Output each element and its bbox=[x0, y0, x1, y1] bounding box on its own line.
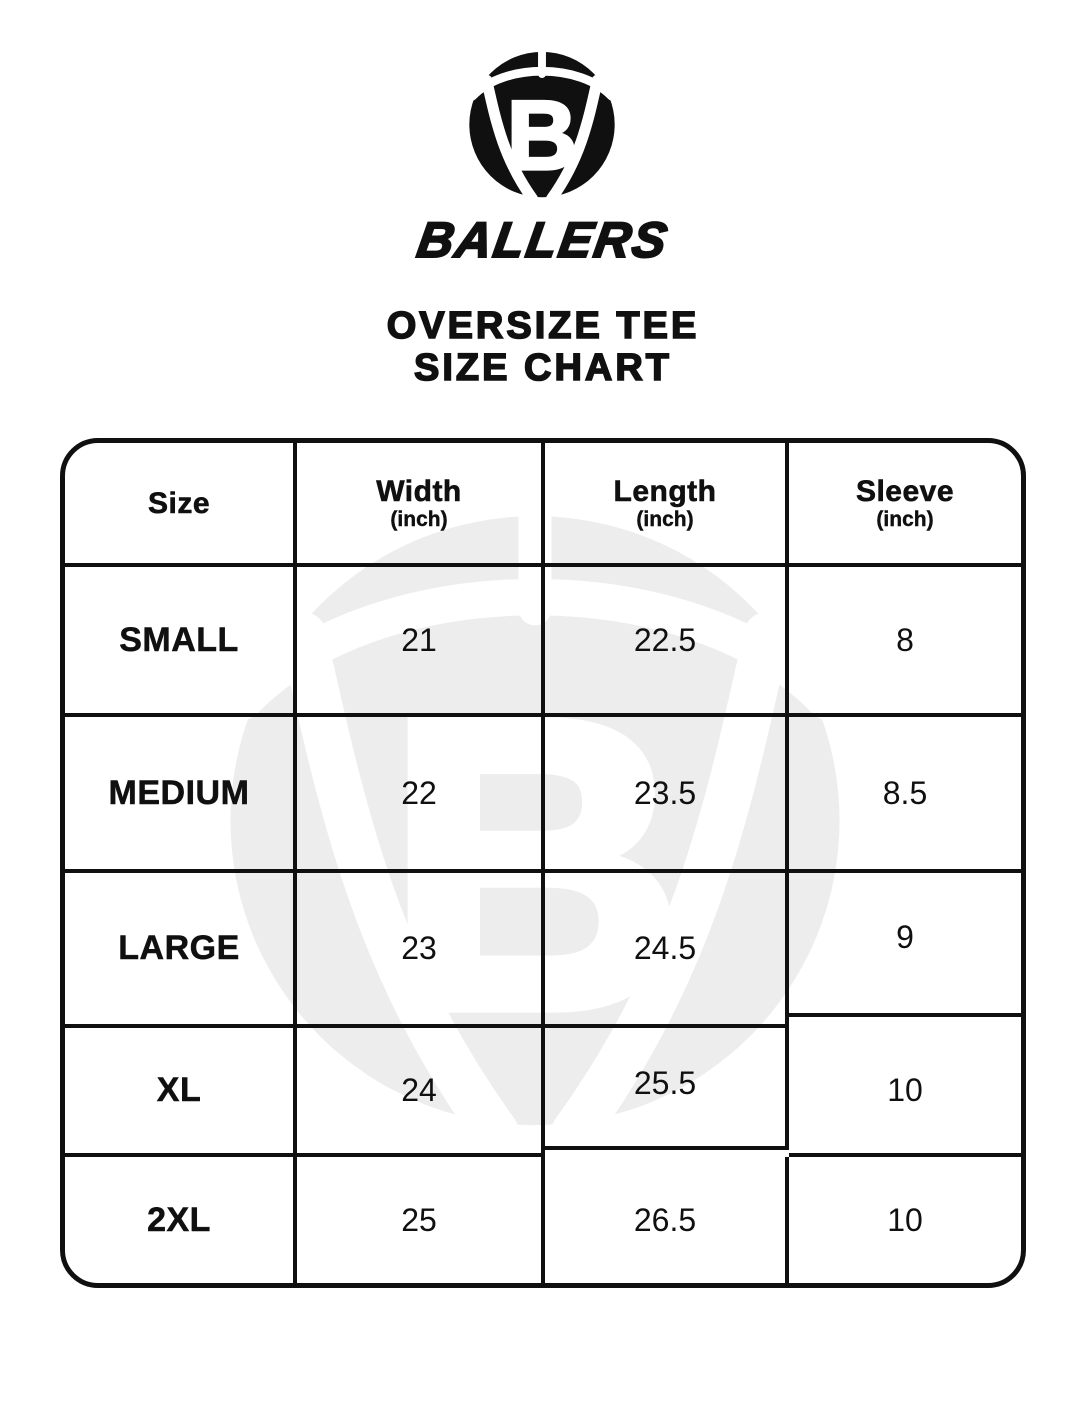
sleeve-cell-2xl: 10 bbox=[887, 1201, 923, 1238]
length-cell-medium: 23.5 bbox=[545, 717, 789, 873]
sleeve-cell-small: 8 bbox=[789, 567, 1021, 717]
width-cell-xl: 24 bbox=[297, 1028, 545, 1157]
column-header-label: Size bbox=[147, 486, 211, 520]
title-line2: SIZE CHART bbox=[414, 347, 672, 389]
size-cell-medium: MEDIUM bbox=[65, 717, 297, 873]
column-header-label: Sleeve bbox=[855, 474, 955, 508]
width-cell-2xl: 25 bbox=[297, 1157, 545, 1283]
width-cell-large: 23 bbox=[297, 873, 545, 1028]
length-cell-large: 24.5 bbox=[545, 873, 789, 1028]
size-cell-large: LARGE bbox=[65, 873, 297, 1028]
sleeve-cell-xl: 10 bbox=[789, 1028, 1021, 1157]
column-header-unit: (inch) bbox=[636, 507, 694, 531]
sleeve-cell-large: 9 bbox=[789, 862, 1021, 1017]
page-title bbox=[0, 305, 1086, 389]
header-cell-size bbox=[65, 443, 297, 567]
header-cell-width bbox=[297, 443, 545, 567]
size-cell-xl: XL bbox=[65, 1028, 297, 1157]
header-cell-length bbox=[545, 443, 789, 567]
column-header-label: Length bbox=[613, 474, 717, 508]
size-cell-2xl: 2XL bbox=[65, 1157, 297, 1283]
brand-name: BALLERS bbox=[413, 212, 673, 268]
column-header-label: Width bbox=[376, 474, 462, 508]
sleeve-cell-medium: 8.5 bbox=[789, 717, 1021, 873]
header-cell-sleeve bbox=[789, 443, 1021, 567]
length-cell-xl: 25.5 bbox=[545, 1021, 789, 1150]
column-header-unit: (inch) bbox=[876, 507, 934, 531]
size-chart-table bbox=[60, 438, 1026, 1288]
brand-wordmark bbox=[0, 211, 1086, 269]
length-cell-small: 22.5 bbox=[545, 567, 789, 717]
basketball-b-icon bbox=[463, 44, 621, 202]
width-cell-medium: 22 bbox=[297, 717, 545, 873]
length-cell-2xl: 26.5 bbox=[545, 1157, 789, 1283]
title-line1: OVERSIZE TEE bbox=[386, 305, 700, 347]
column-header-unit: (inch) bbox=[390, 507, 448, 531]
size-cell-small: SMALL bbox=[65, 567, 297, 717]
width-cell-small: 21 bbox=[297, 567, 545, 717]
